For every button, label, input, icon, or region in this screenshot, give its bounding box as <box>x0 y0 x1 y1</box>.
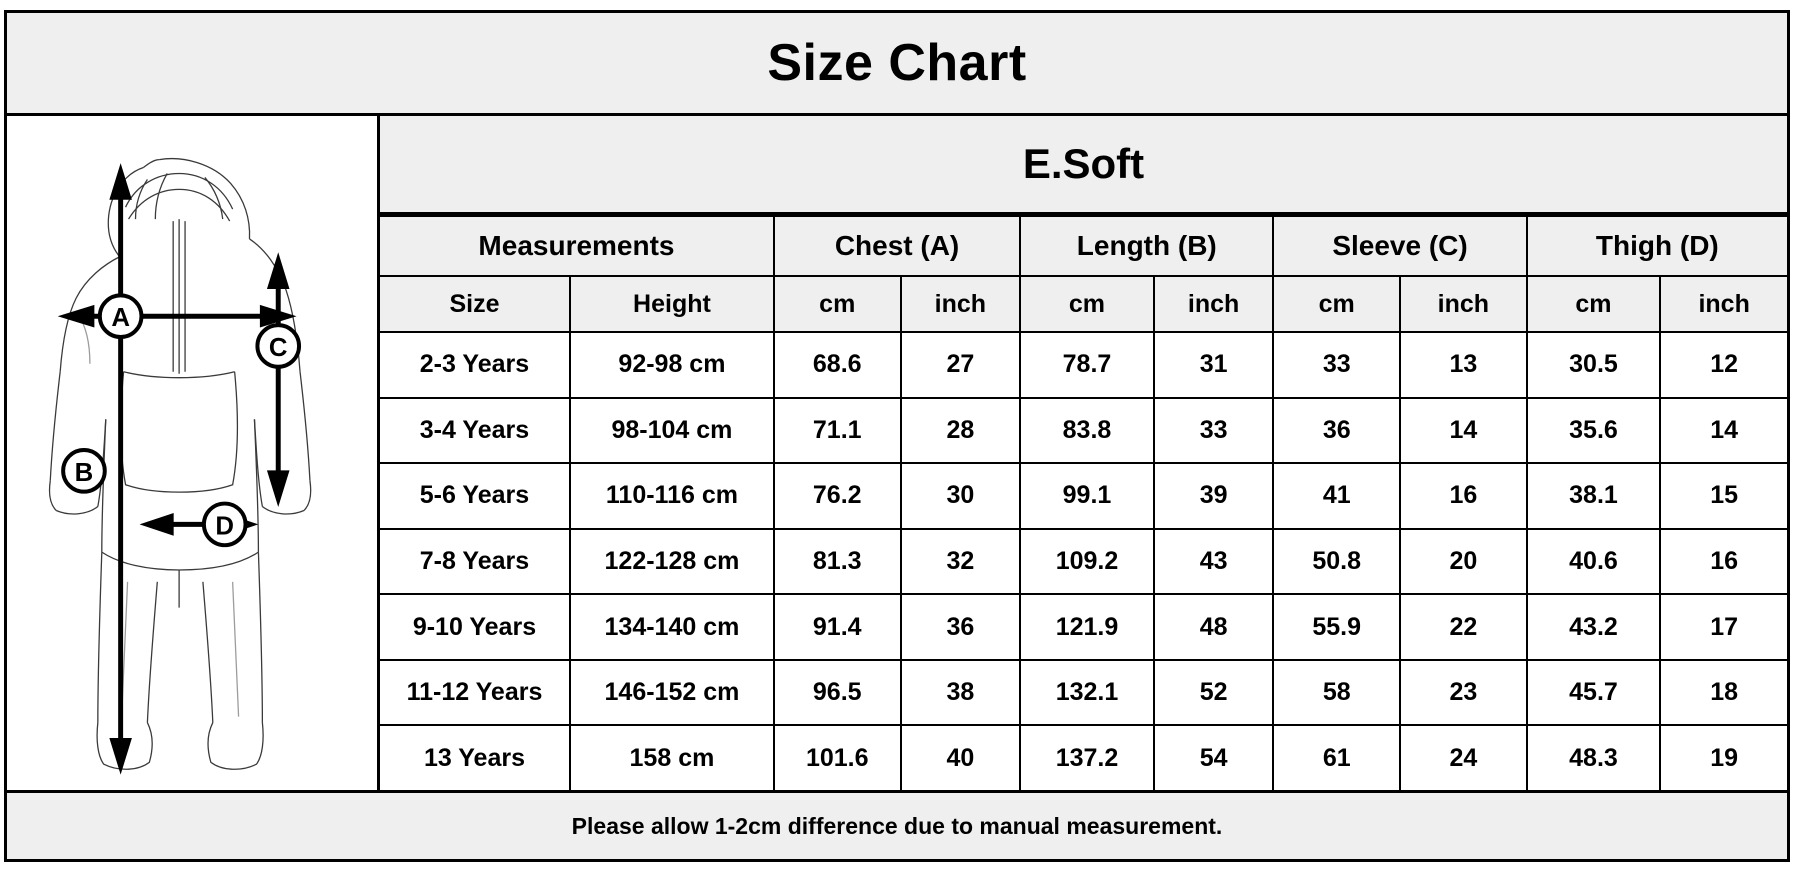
cell-chest-cm: 76.2 <box>774 463 901 529</box>
cell-size: 5-6 Years <box>380 463 570 529</box>
cell-chest-inch: 40 <box>901 725 1021 790</box>
cell-height: 98-104 cm <box>570 398 774 464</box>
table-row <box>380 332 1787 398</box>
footer-note-bar <box>7 790 1787 859</box>
cell-thigh-cm: 43.2 <box>1527 594 1661 660</box>
cell-height: 122-128 cm <box>570 529 774 595</box>
cell-thigh-cm: 48.3 <box>1527 725 1661 790</box>
cell-chest-cm: 68.6 <box>774 332 901 398</box>
group-header-thigh: Thigh (D) <box>1527 216 1787 276</box>
cell-length-cm: 109.2 <box>1020 529 1154 595</box>
cell-chest-cm: 96.5 <box>774 660 901 726</box>
cell-chest-inch: 36 <box>901 594 1021 660</box>
cell-sleeve-inch: 23 <box>1400 660 1527 726</box>
group-header-chest: Chest (A) <box>774 216 1020 276</box>
group-header-length: Length (B) <box>1020 216 1273 276</box>
garment-diagram <box>7 116 380 790</box>
cell-sleeve-inch: 24 <box>1400 725 1527 790</box>
cell-sleeve-cm: 50.8 <box>1273 529 1400 595</box>
label-a-text: A <box>111 304 130 333</box>
group-header-measurements: Measurements <box>380 216 774 276</box>
cell-thigh-inch: 17 <box>1660 594 1787 660</box>
unit-header-size: Size <box>380 276 570 332</box>
cell-height: 92-98 cm <box>570 332 774 398</box>
cell-length-cm: 137.2 <box>1020 725 1154 790</box>
brand-row <box>380 116 1787 215</box>
cell-height: 110-116 cm <box>570 463 774 529</box>
cell-sleeve-inch: 13 <box>1400 332 1527 398</box>
cell-sleeve-cm: 41 <box>1273 463 1400 529</box>
unit-header-thigh-cm: cm <box>1527 276 1661 332</box>
cell-sleeve-inch: 16 <box>1400 463 1527 529</box>
cell-size: 3-4 Years <box>380 398 570 464</box>
cell-sleeve-inch: 14 <box>1400 398 1527 464</box>
cell-chest-inch: 32 <box>901 529 1021 595</box>
cell-thigh-cm: 38.1 <box>1527 463 1661 529</box>
cell-sleeve-cm: 55.9 <box>1273 594 1400 660</box>
cell-chest-inch: 30 <box>901 463 1021 529</box>
label-d-text: D <box>215 512 235 541</box>
cell-thigh-inch: 19 <box>1660 725 1787 790</box>
cell-length-cm: 99.1 <box>1020 463 1154 529</box>
group-header-sleeve: Sleeve (C) <box>1273 216 1526 276</box>
size-table-panel <box>380 116 1787 790</box>
table-unit-header-row <box>380 276 1787 332</box>
table-row <box>380 594 1787 660</box>
unit-header-thigh-inch: inch <box>1660 276 1787 332</box>
cell-length-cm: 78.7 <box>1020 332 1154 398</box>
cell-thigh-inch: 16 <box>1660 529 1787 595</box>
cell-thigh-inch: 14 <box>1660 398 1787 464</box>
brand-name: E.Soft <box>1022 140 1145 187</box>
unit-header-chest-cm: cm <box>774 276 901 332</box>
cell-chest-cm: 81.3 <box>774 529 901 595</box>
cell-chest-cm: 71.1 <box>774 398 901 464</box>
unit-header-sleeve-cm: cm <box>1273 276 1400 332</box>
table-group-header-row <box>380 216 1787 276</box>
cell-thigh-inch: 15 <box>1660 463 1787 529</box>
cell-length-inch: 33 <box>1154 398 1274 464</box>
cell-sleeve-cm: 36 <box>1273 398 1400 464</box>
cell-chest-inch: 27 <box>901 332 1021 398</box>
chart-body <box>7 116 1787 790</box>
cell-thigh-cm: 40.6 <box>1527 529 1661 595</box>
measurement-disclaimer: Please allow 1-2cm difference due to manual measurement. <box>571 812 1223 839</box>
table-row <box>380 463 1787 529</box>
cell-thigh-cm: 45.7 <box>1527 660 1661 726</box>
cell-size: 13 Years <box>380 725 570 790</box>
page-title: Size Chart <box>767 34 1027 92</box>
table-row <box>380 660 1787 726</box>
cell-height: 158 cm <box>570 725 774 790</box>
cell-length-cm: 132.1 <box>1020 660 1154 726</box>
label-c-text: C <box>268 333 288 362</box>
cell-thigh-inch: 12 <box>1660 332 1787 398</box>
unit-header-length-cm: cm <box>1020 276 1154 332</box>
table-row <box>380 725 1787 790</box>
chart-title-bar <box>7 13 1787 116</box>
unit-header-chest-inch: inch <box>901 276 1021 332</box>
cell-chest-inch: 38 <box>901 660 1021 726</box>
cell-size: 2-3 Years <box>380 332 570 398</box>
cell-size: 11-12 Years <box>380 660 570 726</box>
cell-length-inch: 54 <box>1154 725 1274 790</box>
cell-size: 9-10 Years <box>380 594 570 660</box>
cell-length-inch: 52 <box>1154 660 1274 726</box>
size-table <box>380 215 1787 790</box>
cell-thigh-cm: 30.5 <box>1527 332 1661 398</box>
cell-sleeve-cm: 61 <box>1273 725 1400 790</box>
unit-header-height: Height <box>570 276 774 332</box>
cell-size: 7-8 Years <box>380 529 570 595</box>
cell-sleeve-inch: 20 <box>1400 529 1527 595</box>
cell-length-cm: 83.8 <box>1020 398 1154 464</box>
unit-header-length-inch: inch <box>1154 276 1274 332</box>
cell-length-cm: 121.9 <box>1020 594 1154 660</box>
table-row <box>380 398 1787 464</box>
cell-thigh-cm: 35.6 <box>1527 398 1661 464</box>
cell-chest-cm: 91.4 <box>774 594 901 660</box>
cell-thigh-inch: 18 <box>1660 660 1787 726</box>
cell-sleeve-inch: 22 <box>1400 594 1527 660</box>
unit-header-sleeve-inch: inch <box>1400 276 1527 332</box>
cell-sleeve-cm: 33 <box>1273 332 1400 398</box>
cell-sleeve-cm: 58 <box>1273 660 1400 726</box>
cell-length-inch: 39 <box>1154 463 1274 529</box>
size-chart-container <box>4 10 1790 862</box>
cell-height: 146-152 cm <box>570 660 774 726</box>
cell-length-inch: 48 <box>1154 594 1274 660</box>
cell-length-inch: 31 <box>1154 332 1274 398</box>
onesie-illustration-icon <box>7 116 377 790</box>
cell-chest-cm: 101.6 <box>774 725 901 790</box>
cell-height: 134-140 cm <box>570 594 774 660</box>
table-row <box>380 529 1787 595</box>
cell-length-inch: 43 <box>1154 529 1274 595</box>
label-b-text: B <box>74 458 94 487</box>
cell-chest-inch: 28 <box>901 398 1021 464</box>
